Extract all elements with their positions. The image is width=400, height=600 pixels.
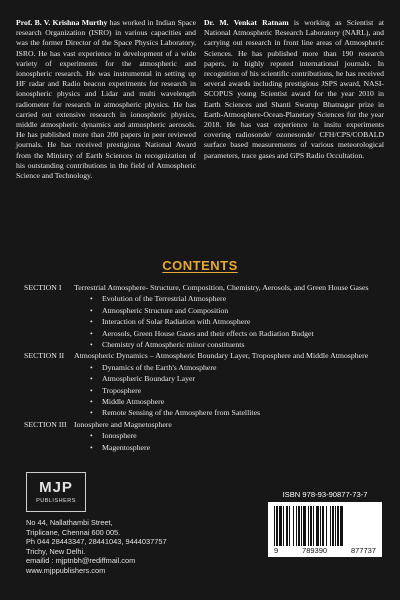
publisher-info <box>26 472 226 576</box>
author-bio-venkat-ratnam <box>204 18 384 181</box>
author-name: Prof. B. V. Krishna Murthy <box>16 18 108 27</box>
barcode-digit-group: 877737 <box>350 546 376 555</box>
topic-item: • Chemistry of Atmospheric minor constituents <box>90 339 380 350</box>
section-topic-list <box>90 430 380 453</box>
toc-section-2 <box>24 350 380 418</box>
topic-item: • Ionosphere <box>90 430 380 441</box>
barcode-digit-group: 9 <box>274 546 279 555</box>
publisher-address <box>26 518 226 576</box>
address-line: Triplicane, Chennai 600 005. <box>26 527 121 537</box>
table-of-contents <box>24 282 380 453</box>
topic-item: • Middle Atmosphere <box>90 396 380 407</box>
topic-item: • Atmospheric Boundary Layer <box>90 373 380 384</box>
section-label: SECTION I <box>24 283 62 292</box>
isbn-label: ISBN 978-93-90877-73-7 <box>282 490 368 499</box>
contents-heading: CONTENTS <box>162 258 238 273</box>
section-topic-list <box>90 293 380 350</box>
email-line: emailid : mjptnbh@rediffmail.com <box>26 556 136 566</box>
author-bio-text: has worked in Indian Space research Organization (ISRO) in various capacities and was the former Director of the Space Physics Laboratory, ISRO. He has vast experience in development of a wide variety of experiments for the atmospheric and ionospheric research. He was instrumental in setting up HF radar and Radio beacon experiments for research in ionospheric physics and Lidar and multi wavelength radiometer for research in atmospheric physics. He has carried out extensive research in ionospheric physics, middle atmospheric dynamics and atmospheric aerosols. He has published more than 200 papers in peer reviewed journals. He has received prestigious National Award from the Ministry of Earth Sciences in recognization of his outstanding contributions in the field of Atmospheric Science and Technology. <box>16 18 196 181</box>
author-name: Dr. M. Venkat Ratnam <box>204 18 289 27</box>
logo-subtitle: PUBLISHERS <box>36 498 76 504</box>
section-title: Atmospheric Dynamics – Atmospheric Boundary Layer, Troposphere and Middle Atmosphere <box>74 351 369 361</box>
website-line: www.mjppublishers.com <box>26 565 106 575</box>
logo-mark: MJP <box>39 479 73 496</box>
author-bios <box>16 18 384 181</box>
barcode-bars <box>272 506 378 546</box>
isbn-block <box>268 490 382 557</box>
toc-section-3 <box>24 419 380 453</box>
author-bio-krishna-murthy <box>16 18 196 181</box>
section-topic-list <box>90 362 380 419</box>
section-title: Ionosphere and Magnetosphere <box>74 419 172 429</box>
topic-item: • Interaction of Solar Radiation with Atmosphere <box>90 316 380 327</box>
topic-item: • Troposphere <box>90 385 380 396</box>
address-line: Trichy, New Delhi. <box>26 546 86 556</box>
author-bio-text: is working as Scientist at National Atmospheric Research Laboratory (NARL), and carrying out research in front line areas of Atmospheric Sciences. He has published more than 190 research papers, in highly reputed international journals. In recognition of his scientific contributions, he has received several awards including prestigious JSPS award, NASI-SCOPUS young Scientist award for the year 2010 in Earth Sciences and Shanti Swarup Bhatnagar prize in Earth-Atmosphere-Ocean-Planetary Sciences for the year 2018. He has vast experience in insitu experiments covering radiosonde/ ozonesonde/ CFH/CPS/COBALD surface based measurements of various meteorological parameters, trace gases and GPS Radio Occultation. <box>204 18 384 160</box>
topic-item: • Evolution of the Terrestrial Atmosphere <box>90 293 380 304</box>
topic-item: • Aerosols, Green House Gases and their effects on Radiation Budget <box>90 328 380 339</box>
topic-item: • Remote Sensing of the Atmosphere from Satellites <box>90 407 380 418</box>
publisher-logo <box>26 472 86 512</box>
phone-line: Ph 044 28443347, 28441043, 9444037757 <box>26 537 167 547</box>
toc-section-1 <box>24 282 380 350</box>
barcode <box>268 502 382 557</box>
section-title: Terrestrial Atmosphere- Structure, Composition, Chemistry, Aerosols, and Green House Gases <box>74 283 369 292</box>
barcode-digit-group: 789390 <box>302 546 328 555</box>
topic-item: • Magentosphere <box>90 442 380 453</box>
address-line: No 44, Nallathambi Street, <box>26 518 113 527</box>
topic-item: • Dynamics of the Earth's Atmosphere <box>90 362 380 373</box>
topic-item: • Atmospheric Structure and Composition <box>90 305 380 316</box>
section-label: SECTION II <box>24 351 65 361</box>
barcode-digits <box>272 546 378 555</box>
section-label: SECTION III <box>24 419 67 429</box>
